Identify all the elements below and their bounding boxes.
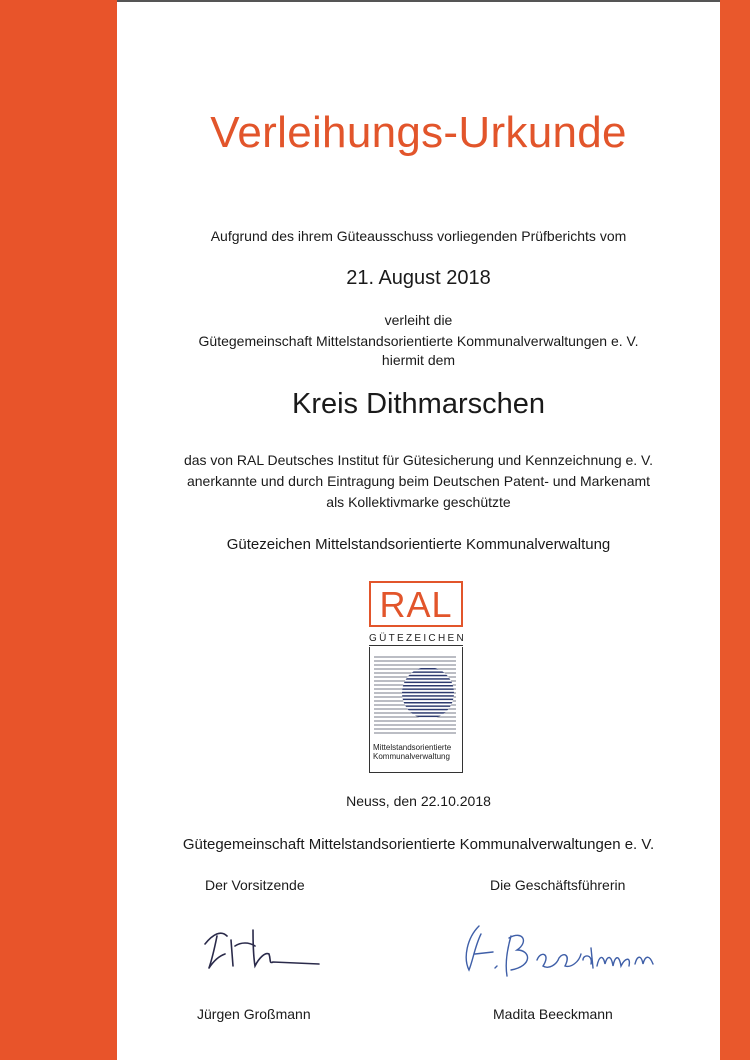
grant-line: hiermit dem [381,352,456,368]
mark-line: als Kollektivmarke geschützte [326,494,511,510]
issuer-name: Gütegemeinschaft Mittelstandsorientierte Kommunalverwaltungen e. V. [182,836,655,853]
recipient-name: Kreis Dithmarschen [291,388,546,420]
logo-frame [369,647,463,773]
right-signatory-name: Madita Beeckmann [493,1006,613,1022]
ral-logo-text: RAL [379,584,453,625]
right-signature-image [459,920,659,982]
logo-caption-line: Kommunalverwaltung [373,752,450,761]
striped-sphere-icon [370,651,462,741]
certificate-title: Verleihungs-Urkunde [210,108,627,157]
place-date: Neuss, den 22.10.2018 [346,793,491,809]
guetezeichen-label: GÜTEZEICHEN [369,633,466,644]
grant-text [117,310,720,371]
logo-caption [373,743,451,761]
logo-caption-line: Mittelstandsorientierte [373,743,452,752]
grant-line: verleiht die [384,312,453,328]
right-signatory-role: Die Geschäftsführerin [490,877,626,893]
left-signature-image [199,922,321,974]
logo-divider [369,645,463,646]
mark-line: anerkannte und durch Eintragung beim Deutschen Patent- und Markenamt [186,473,651,489]
intro-text: Aufgrund des ihrem Güteausschuss vorliegenden Prüfberichts vom [210,228,627,244]
right-orange-border [720,0,750,1060]
ral-guetezeichen-logo [369,581,467,776]
mark-line: das von RAL Deutsches Institut für Gütesicherung und Kennzeichnung e. V. [183,452,654,468]
mark-name: Gütezeichen Mittelstandsorientierte Kommunalverwaltung [226,536,611,553]
left-orange-border [0,0,117,1060]
mark-description [117,450,720,513]
grant-line: Gütegemeinschaft Mittelstandsorientierte Kommunalverwaltungen e. V. [198,333,639,349]
certificate-sheet [117,0,720,1060]
report-date: 21. August 2018 [346,267,491,289]
left-signatory-name: Jürgen Großmann [197,1006,311,1022]
ral-box [369,581,463,627]
left-signatory-role: Der Vorsitzende [205,877,305,893]
